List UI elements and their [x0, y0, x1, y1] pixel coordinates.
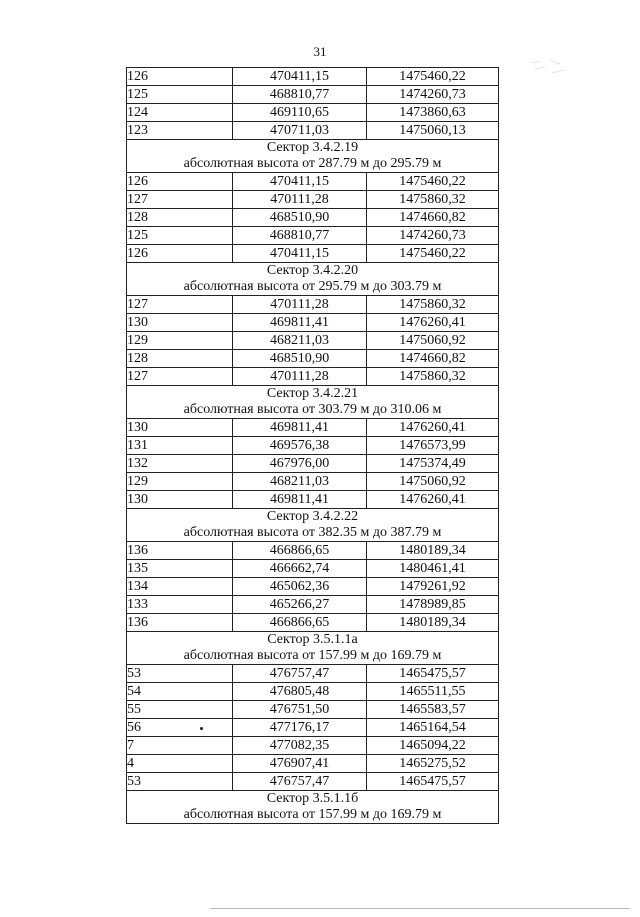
table-row — [127, 773, 499, 791]
y-coordinate-cell: 1480189,34 — [367, 614, 499, 632]
y-coordinate-cell: 1474660,82 — [367, 209, 499, 227]
sector-title: Сектор 3.4.2.19 — [266, 140, 359, 155]
y-coordinate-cell: 1475860,32 — [367, 368, 499, 386]
table-row — [127, 665, 499, 683]
point-number-cell: 129 — [127, 473, 233, 491]
sector-header-row — [127, 509, 499, 542]
point-number-cell: 56 — [127, 719, 233, 737]
y-coordinate-cell: 1465164,54 — [367, 719, 499, 737]
sector-header-cell — [127, 791, 499, 824]
table-row — [127, 437, 499, 455]
x-coordinate-cell: 470411,15 — [233, 173, 367, 191]
table-row — [127, 419, 499, 437]
y-coordinate-cell: 1476573,99 — [367, 437, 499, 455]
x-coordinate-cell: 469811,41 — [233, 314, 367, 332]
x-coordinate-cell: 468510,90 — [233, 350, 367, 368]
y-coordinate-cell: 1479261,92 — [367, 578, 499, 596]
table-row — [127, 491, 499, 509]
y-coordinate-cell: 1475460,22 — [367, 245, 499, 263]
y-coordinate-cell: 1478989,85 — [367, 596, 499, 614]
y-coordinate-cell: 1475060,92 — [367, 332, 499, 350]
sector-title: Сектор 3.4.2.21 — [266, 386, 359, 401]
y-coordinate-cell: 1474260,73 — [367, 227, 499, 245]
table-row — [127, 332, 499, 350]
x-coordinate-cell: 469811,41 — [233, 419, 367, 437]
sector-header-row — [127, 263, 499, 296]
x-coordinate-cell: 470111,28 — [233, 191, 367, 209]
table-row — [127, 737, 499, 755]
point-number-cell: 55 — [127, 701, 233, 719]
x-coordinate-cell: 477082,35 — [233, 737, 367, 755]
point-number-cell: 129 — [127, 332, 233, 350]
y-coordinate-cell: 1474260,73 — [367, 86, 499, 104]
point-number-cell: 130 — [127, 419, 233, 437]
table-row — [127, 755, 499, 773]
point-number-cell: 131 — [127, 437, 233, 455]
table-row — [127, 227, 499, 245]
table-row — [127, 86, 499, 104]
sector-altitude: абсолютная высота от 303.79 м до 310.06 м — [183, 402, 442, 417]
y-coordinate-cell: 1475060,13 — [367, 122, 499, 140]
x-coordinate-cell: 468810,77 — [233, 86, 367, 104]
sector-header-row — [127, 791, 499, 824]
x-coordinate-cell: 476805,48 — [233, 683, 367, 701]
sector-altitude: абсолютная высота от 295.79 м до 303.79 м — [183, 279, 442, 294]
point-number-cell: 7 — [127, 737, 233, 755]
x-coordinate-cell: 470411,15 — [233, 245, 367, 263]
point-number-cell: 53 — [127, 773, 233, 791]
table-row — [127, 578, 499, 596]
y-coordinate-cell: 1465275,52 — [367, 755, 499, 773]
y-coordinate-cell: 1465475,57 — [367, 665, 499, 683]
sector-altitude: абсолютная высота от 287.79 м до 295.79 м — [183, 156, 442, 171]
y-coordinate-cell: 1475374,49 — [367, 455, 499, 473]
y-coordinate-cell: 1475060,92 — [367, 473, 499, 491]
table-row — [127, 542, 499, 560]
point-number-cell: 128 — [127, 350, 233, 368]
point-number-cell: 127 — [127, 368, 233, 386]
x-coordinate-cell: 470411,15 — [233, 68, 367, 86]
table-row — [127, 455, 499, 473]
point-number-cell: 136 — [127, 542, 233, 560]
page-bottom-rule — [210, 908, 630, 909]
table-row — [127, 245, 499, 263]
y-coordinate-cell: 1465094,22 — [367, 737, 499, 755]
table-row — [127, 719, 499, 737]
x-coordinate-cell: 469811,41 — [233, 491, 367, 509]
x-coordinate-cell: 466866,65 — [233, 614, 367, 632]
table-row — [127, 296, 499, 314]
y-coordinate-cell: 1476260,41 — [367, 314, 499, 332]
x-coordinate-cell: 466662,74 — [233, 560, 367, 578]
y-coordinate-cell: 1475460,22 — [367, 173, 499, 191]
x-coordinate-cell: 465266,27 — [233, 596, 367, 614]
table-row — [127, 350, 499, 368]
x-coordinate-cell: 466866,65 — [233, 542, 367, 560]
point-number-cell: 54 — [127, 683, 233, 701]
point-number-cell: 126 — [127, 68, 233, 86]
y-coordinate-cell: 1473860,63 — [367, 104, 499, 122]
y-coordinate-cell: 1474660,82 — [367, 350, 499, 368]
table-row — [127, 104, 499, 122]
table-row — [127, 473, 499, 491]
point-number-cell: 134 — [127, 578, 233, 596]
sector-header-row — [127, 632, 499, 665]
point-number-cell: 126 — [127, 173, 233, 191]
sector-header-cell — [127, 386, 499, 419]
x-coordinate-cell: 476757,47 — [233, 773, 367, 791]
point-number-cell: 123 — [127, 122, 233, 140]
x-coordinate-cell: 477176,17 — [233, 719, 367, 737]
table-row — [127, 314, 499, 332]
table-row — [127, 614, 499, 632]
coordinates-table — [126, 67, 499, 824]
coordinates-table-body — [127, 68, 499, 824]
point-number-cell: 4 — [127, 755, 233, 773]
table-row — [127, 368, 499, 386]
y-coordinate-cell: 1475860,32 — [367, 296, 499, 314]
x-coordinate-cell: 465062,36 — [233, 578, 367, 596]
page-number: 31 — [313, 44, 327, 59]
x-coordinate-cell: 469110,65 — [233, 104, 367, 122]
point-number-cell: 127 — [127, 296, 233, 314]
sector-header-row — [127, 140, 499, 173]
scan-artifact — [530, 55, 570, 85]
table-row — [127, 560, 499, 578]
table-row — [127, 596, 499, 614]
point-number-cell: 124 — [127, 104, 233, 122]
table-row — [127, 173, 499, 191]
point-number-cell: 125 — [127, 86, 233, 104]
y-coordinate-cell: 1476260,41 — [367, 419, 499, 437]
y-coordinate-cell: 1475860,32 — [367, 191, 499, 209]
point-number-cell: 132 — [127, 455, 233, 473]
point-number-cell: 130 — [127, 491, 233, 509]
stray-dot — [200, 727, 203, 730]
sector-header-cell — [127, 140, 499, 173]
point-number-cell: 127 — [127, 191, 233, 209]
point-number-cell: 136 — [127, 614, 233, 632]
y-coordinate-cell: 1480189,34 — [367, 542, 499, 560]
table-row — [127, 122, 499, 140]
x-coordinate-cell: 470111,28 — [233, 296, 367, 314]
sector-altitude: абсолютная высота от 157.99 м до 169.79 м — [183, 807, 442, 822]
sector-title: Сектор 3.5.1.1б — [266, 791, 359, 806]
x-coordinate-cell: 469576,38 — [233, 437, 367, 455]
table-row — [127, 191, 499, 209]
x-coordinate-cell: 468211,03 — [233, 473, 367, 491]
x-coordinate-cell: 468510,90 — [233, 209, 367, 227]
point-number-cell: 133 — [127, 596, 233, 614]
point-number-cell: 135 — [127, 560, 233, 578]
sector-header-cell — [127, 632, 499, 665]
y-coordinate-cell: 1480461,41 — [367, 560, 499, 578]
sector-header-cell — [127, 263, 499, 296]
y-coordinate-cell: 1475460,22 — [367, 68, 499, 86]
table-row — [127, 209, 499, 227]
point-number-cell: 130 — [127, 314, 233, 332]
y-coordinate-cell: 1476260,41 — [367, 491, 499, 509]
table-row — [127, 683, 499, 701]
y-coordinate-cell: 1465475,57 — [367, 773, 499, 791]
table-row — [127, 68, 499, 86]
point-number-cell: 125 — [127, 227, 233, 245]
y-coordinate-cell: 1465583,57 — [367, 701, 499, 719]
table-row — [127, 701, 499, 719]
sector-altitude: абсолютная высота от 157.99 м до 169.79 м — [183, 648, 442, 663]
point-number-cell: 126 — [127, 245, 233, 263]
x-coordinate-cell: 470111,28 — [233, 368, 367, 386]
sector-header-row — [127, 386, 499, 419]
sector-title: Сектор 3.5.1.1а — [267, 632, 358, 647]
x-coordinate-cell: 476757,47 — [233, 665, 367, 683]
point-number-cell: 128 — [127, 209, 233, 227]
x-coordinate-cell: 476751,50 — [233, 701, 367, 719]
y-coordinate-cell: 1465511,55 — [367, 683, 499, 701]
sector-title: Сектор 3.4.2.22 — [266, 509, 359, 524]
x-coordinate-cell: 467976,00 — [233, 455, 367, 473]
x-coordinate-cell: 468810,77 — [233, 227, 367, 245]
sector-altitude: абсолютная высота от 382.35 м до 387.79 м — [183, 525, 442, 540]
x-coordinate-cell: 468211,03 — [233, 332, 367, 350]
sector-header-cell — [127, 509, 499, 542]
point-number-cell: 53 — [127, 665, 233, 683]
sector-title: Сектор 3.4.2.20 — [266, 263, 359, 278]
x-coordinate-cell: 476907,41 — [233, 755, 367, 773]
x-coordinate-cell: 470711,03 — [233, 122, 367, 140]
